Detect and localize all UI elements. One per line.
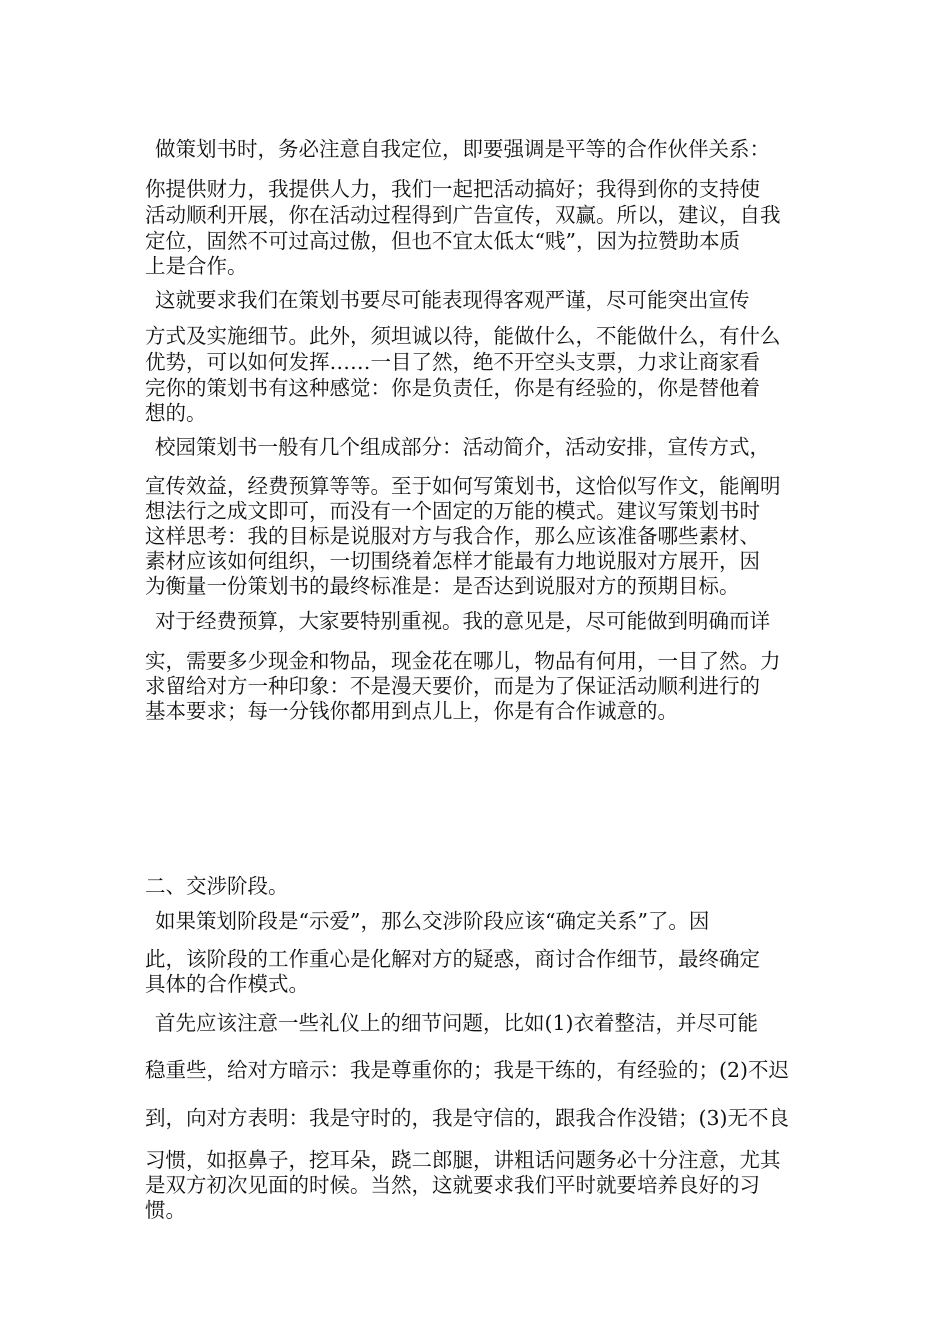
- paragraph-3-line-2: 宣传效益，经费预算等等。至于如何写策划书，这恰似写作文，能阐明: [145, 474, 781, 498]
- paragraph-2-line-1: 这就要求我们在策划书要尽可能表现得客观严谨，尽可能突出宣传: [155, 288, 750, 312]
- section-paragraph-2-line-1: 首先应该注意一些礼仪上的细节问题，比如(1)衣着整洁，并尽可能: [155, 1011, 759, 1035]
- section-paragraph-2-line-6: 惯。: [145, 1198, 186, 1222]
- section-heading: 二、交涉阶段。: [145, 874, 289, 898]
- paragraph-3-line-4: 这样思考：我的目标是说服对方与我合作，那么应该准备哪些素材、: [145, 524, 760, 548]
- paragraph-3-line-6: 为衡量一份策划书的最终标准是：是否达到说服对方的预期目标。: [145, 574, 740, 598]
- paragraph-4-line-3: 求留给对方一种印象：不是漫天要价，而是为了保证活动顺利进行的: [145, 674, 760, 698]
- paragraph-3-line-5: 素材应该如何组织，一切围绕着怎样才能最有力地说服对方展开，因: [145, 549, 760, 573]
- section-paragraph-2-line-3: 到，向对方表明：我是守时的，我是守信的，跟我合作没错；(3)无不良: [145, 1106, 790, 1130]
- section-paragraph-2-line-4: 习惯，如抠鼻子，挖耳朵，跷二郎腿，讲粗话问题务必十分注意，尤其: [145, 1148, 781, 1172]
- section-paragraph-1-line-3: 具体的合作模式。: [145, 972, 309, 996]
- paragraph-4-line-2: 实，需要多少现金和物品，现金花在哪儿，物品有何用，一目了然。力: [145, 649, 781, 673]
- paragraph-2-line-5: 想的。: [145, 401, 207, 425]
- paragraph-2-line-4: 完你的策划书有这种感觉：你是负责任，你是有经验的，你是替他着: [145, 376, 760, 400]
- paragraph-1-line-3: 活动顺利开展，你在活动过程得到广告宣传，双赢。所以，建议，自我: [145, 203, 781, 227]
- paragraph-1-line-4: 定位，固然不可过高过傲，但也不宜太低太“贱”，因为拉赞助本质: [145, 229, 740, 253]
- paragraph-1-line-5: 上是合作。: [145, 254, 248, 278]
- paragraph-2-line-3: 优势，可以如何发挥……一目了然，绝不开空头支票，力求让商家看: [145, 350, 760, 374]
- paragraph-4-line-4: 基本要求；每一分钱你都用到点儿上，你是有合作诚意的。: [145, 699, 678, 723]
- paragraph-1-line-2: 你提供财力，我提供人力，我们一起把活动搞好；我得到你的支持使: [145, 177, 760, 201]
- section-paragraph-1-line-2: 此，该阶段的工作重心是化解对方的疑惑，商讨合作细节，最终确定: [145, 947, 760, 971]
- paragraph-3-line-1: 校园策划书一般有几个组成部分：活动简介，活动安排，宣传方式，: [155, 435, 770, 459]
- section-paragraph-2-line-5: 是双方初次见面的时候。当然，这就要求我们平时就要培养良好的习: [145, 1173, 760, 1197]
- section-paragraph-2-line-2: 稳重些，给对方暗示：我是尊重你的；我是干练的，有经验的；(2)不迟: [145, 1058, 790, 1082]
- section-paragraph-1-line-1: 如果策划阶段是“示爱”，那么交涉阶段应该“确定关系”了。因: [155, 909, 710, 933]
- paragraph-3-line-3: 想法行之成文即可，而没有一个固定的万能的模式。建议写策划书时: [145, 499, 760, 523]
- paragraph-2-line-2: 方式及实施细节。此外，须坦诚以待，能做什么，不能做什么，有什么: [145, 324, 781, 348]
- paragraph-1-line-1: 做策划书时，务必注意自我定位，即要强调是平等的合作伙伴关系：: [155, 137, 770, 161]
- paragraph-4-line-1: 对于经费预算，大家要特别重视。我的意见是，尽可能做到明确而详: [155, 609, 770, 633]
